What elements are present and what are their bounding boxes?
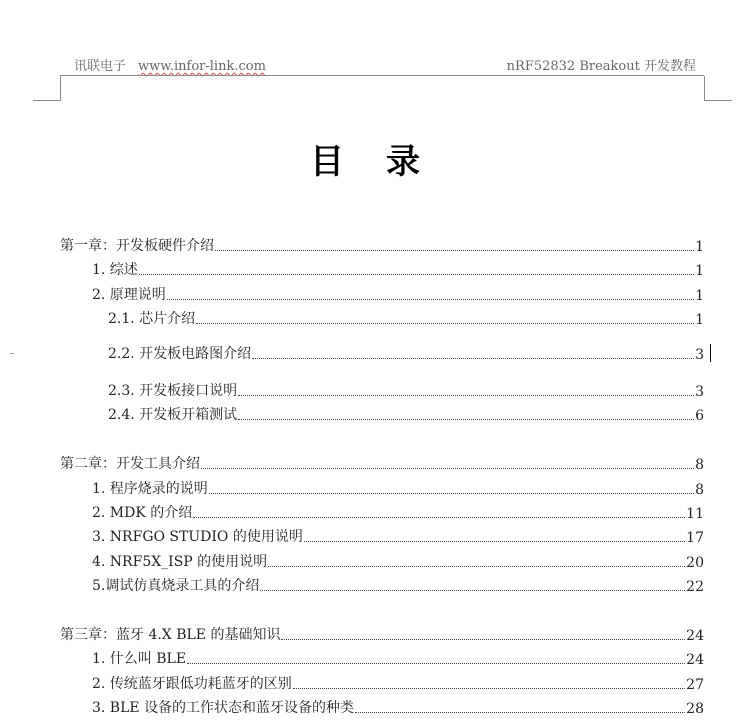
toc-entry[interactable]: 2. 传统蓝牙跟低功耗蓝牙的区别 27 — [92, 676, 704, 693]
header-left — [74, 55, 266, 74]
toc-entry[interactable]: 第二章：开发工具介绍 8 — [60, 456, 704, 473]
toc-entry[interactable]: 第三章：蓝牙 4.X BLE 的基础知识 24 — [60, 627, 704, 644]
toc-entry[interactable]: 2.2. 开发板电路图介绍 3 — [108, 346, 704, 363]
toc-entry[interactable]: 3. BLE 设备的工作状态和蓝牙设备的种类 28 — [92, 700, 704, 717]
toc-entry[interactable]: 4. NRF5X_ISP 的使用说明 20 — [92, 554, 704, 571]
toc-entry[interactable]: 第一章：开发板硬件介绍 1 — [60, 238, 704, 255]
toc-entry[interactable]: 2. MDK 的介绍 11 — [92, 505, 704, 522]
company-name: 讯联电子 — [74, 59, 127, 74]
header-rule — [60, 75, 704, 76]
margin-corner-right — [704, 76, 732, 101]
text-cursor — [710, 344, 711, 362]
toc-entry[interactable]: 2.3. 开发板接口说明 3 — [108, 383, 704, 400]
toc-entry[interactable]: 5.调试仿真烧录工具的介绍 22 — [92, 578, 704, 595]
toc-entry[interactable]: 3. NRFGO STUDIO 的使用说明 17 — [92, 529, 704, 546]
margin-corner-left — [33, 76, 61, 101]
page-title: 目录 — [310, 142, 462, 182]
header-doc-title: nRF52832 Breakout 开发教程 — [506, 59, 696, 74]
toc-entry[interactable]: 2.1. 芯片介绍 1 — [108, 311, 704, 328]
toc-entry[interactable]: 1. 什么叫 BLE 24 — [92, 651, 704, 668]
toc-entry[interactable]: 2. 原理说明 1 — [92, 287, 704, 304]
toc-entry[interactable]: 2.4. 开发板开箱测试 6 — [108, 407, 704, 424]
toc-entry[interactable]: 1. 综述 1 — [92, 262, 704, 279]
margin-mark — [10, 353, 14, 354]
website-link[interactable]: www.infor-link.com — [138, 59, 266, 74]
toc-entry[interactable]: 1. 程序烧录的说明 8 — [92, 481, 704, 498]
